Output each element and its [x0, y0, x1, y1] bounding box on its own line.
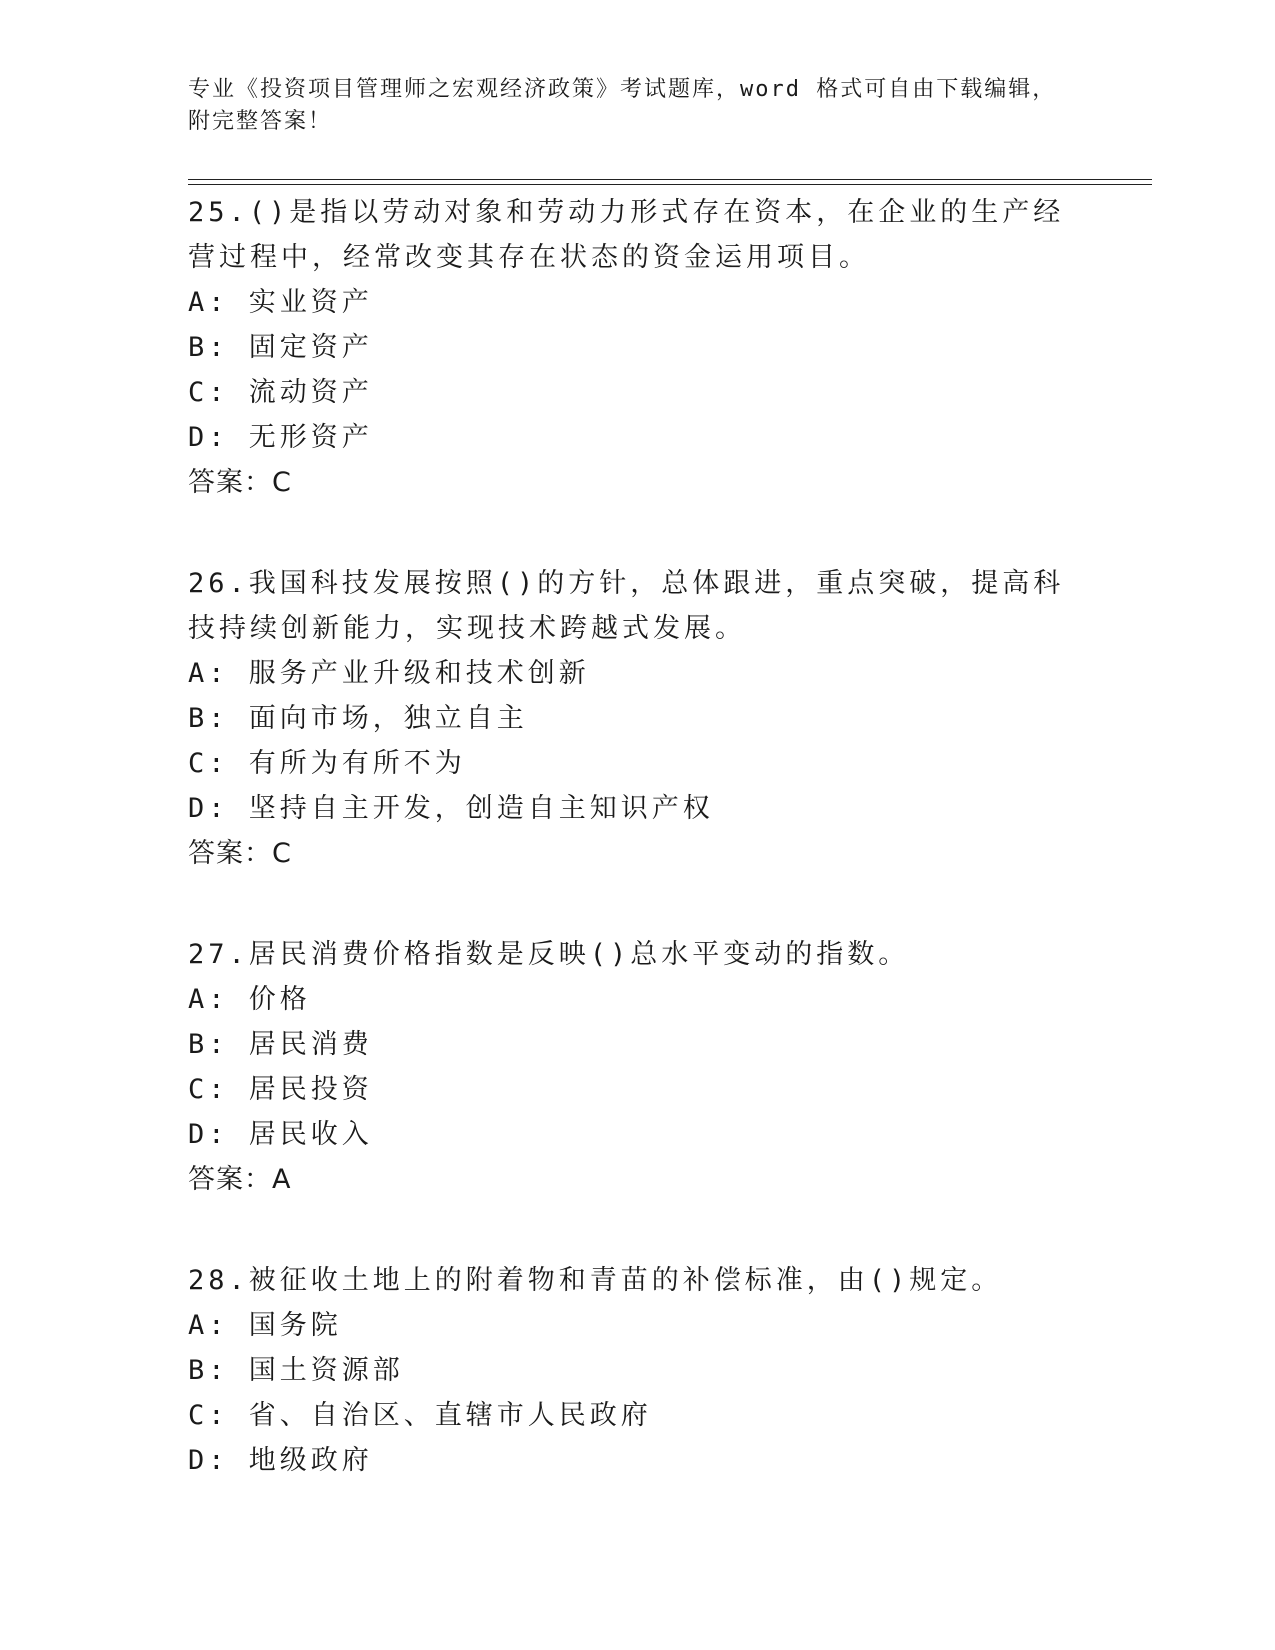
question-27	[188, 932, 1088, 1202]
option-b: B: 面向市场，独立自主	[188, 703, 528, 734]
option-a: A: 国务院	[188, 1310, 342, 1341]
option-a: A: 价格	[188, 984, 311, 1015]
option-d: D: 坚持自主开发，创造自主知识产权	[188, 793, 714, 824]
option-d: D: 无形资产	[188, 422, 373, 453]
header-line-1: 专业《投资项目管理师之宏观经济政策》考试题库，word 格式可自由下载编辑，	[188, 77, 1057, 102]
option-c: C: 流动资产	[188, 377, 373, 408]
question-list	[188, 190, 1088, 1539]
header-divider-bottom	[188, 184, 1152, 185]
answer-text: 答案：A	[188, 1164, 292, 1195]
header-divider-top	[188, 179, 1152, 180]
option-b: B: 固定资产	[188, 332, 373, 363]
option-a: A: 服务产业升级和技术创新	[188, 658, 590, 689]
question-28	[188, 1258, 1088, 1483]
document-header	[188, 74, 1088, 138]
question-stem: 25.()是指以劳动对象和劳动力形式存在资本，在企业的生产经营过程中，经常改变其存在状态的资金运用项目。	[188, 197, 1065, 273]
answer-text: 答案：C	[188, 467, 292, 498]
option-d: D: 地级政府	[188, 1445, 373, 1476]
option-b: B: 国土资源部	[188, 1355, 404, 1386]
option-c: C: 居民投资	[188, 1074, 373, 1105]
question-25	[188, 190, 1088, 505]
option-c: C: 省、自治区、直辖市人民政府	[188, 1400, 652, 1431]
question-26	[188, 561, 1088, 876]
question-stem: 26.我国科技发展按照()的方针，总体跟进，重点突破，提高科技持续创新能力，实现技术跨越式发展。	[188, 568, 1065, 644]
answer-text: 答案：C	[188, 838, 292, 869]
question-stem: 27.居民消费价格指数是反映()总水平变动的指数。	[188, 939, 910, 970]
option-c: C: 有所为有所不为	[188, 748, 466, 779]
option-b: B: 居民消费	[188, 1029, 373, 1060]
question-stem: 28.被征收土地上的附着物和青苗的补偿标准，由()规定。	[188, 1265, 1003, 1296]
option-a: A: 实业资产	[188, 287, 373, 318]
option-d: D: 居民收入	[188, 1119, 373, 1150]
header-line-2: 附完整答案！	[188, 109, 333, 134]
